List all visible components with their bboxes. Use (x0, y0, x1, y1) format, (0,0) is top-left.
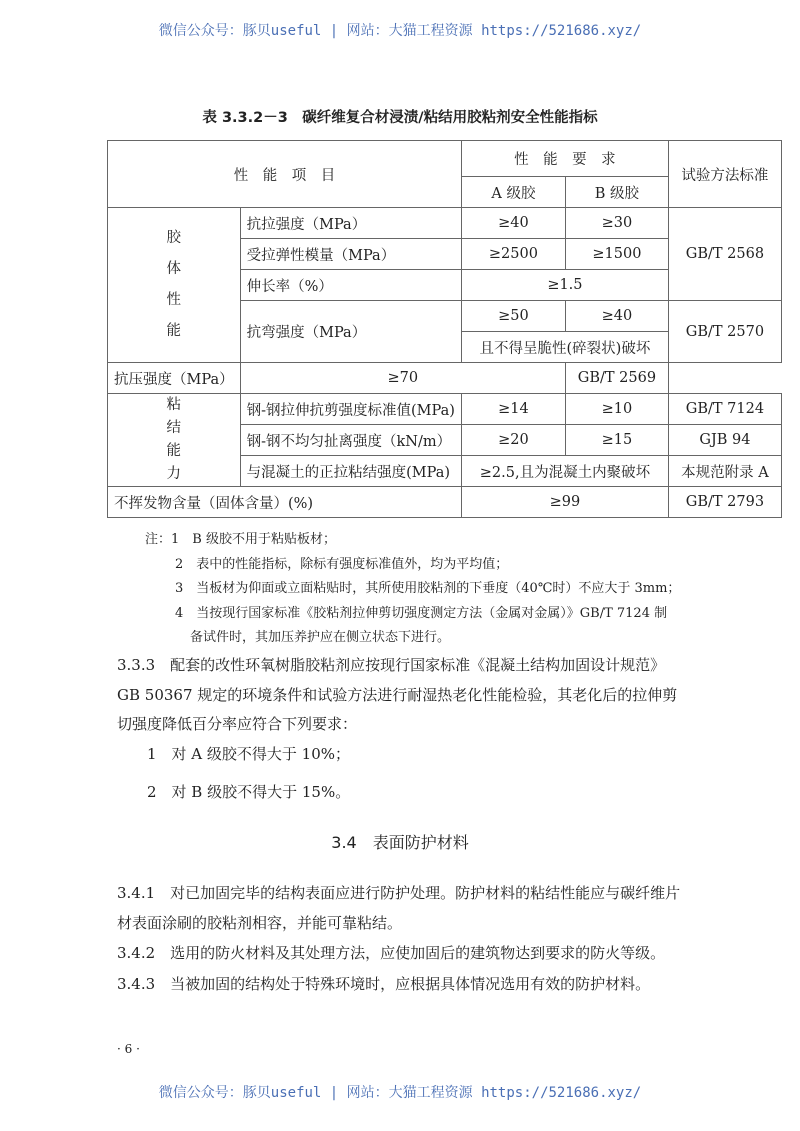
value-b: ≥10 (565, 394, 668, 425)
clause-item: 2 对 B 级胶不得大于 15%。 (147, 783, 351, 801)
table-title: 表 3.3.2－3 碳纤维复合材浸渍/粘结用胶粘剂安全性能指标 (202, 110, 598, 126)
method: 本规范附录 A (668, 456, 781, 487)
value-ab: ≥1.5 (461, 270, 668, 301)
value-ab: 且不得呈脆性(碎裂状)破坏 (461, 332, 668, 363)
item: 钢-钢不均匀扯离强度（kN/m） (240, 425, 461, 456)
method: GB/T 7124 (668, 394, 781, 425)
note: 注：1 B 级胶不用于粘贴板材； (145, 532, 336, 547)
group-bonding: 粘 结 能 力 (108, 394, 241, 487)
item: 与混凝土的正拉粘结强度(MPa) (240, 456, 461, 487)
section-heading: 3.4 表面防护材料 (331, 833, 469, 852)
value-a: ≥20 (461, 425, 565, 456)
item: 钢-钢拉伸抗剪强度标准值(MPa) (240, 394, 461, 425)
page-number: · 6 · (117, 1042, 140, 1056)
header-requirement: 性 能 要 求 (461, 141, 668, 177)
clause-3-4-1: 3.4.1 对已加固完毕的结构表面应进行防护处理。防护材料的粘结性能应与碳纤维片材表面涂刷的胶粘剂相容，并能可靠粘结。 (117, 884, 681, 932)
value-ab: ≥99 (461, 487, 668, 518)
table-notes (145, 528, 680, 651)
item: 伸长率（%） (240, 270, 461, 301)
method: GB/T 2569 (565, 363, 668, 394)
value-a: ≥2500 (461, 239, 565, 270)
clause-item: 1 对 A 级胶不得大于 10%； (147, 745, 351, 763)
value-b: ≥15 (565, 425, 668, 456)
value-b: ≥40 (565, 301, 668, 332)
value-b: ≥30 (565, 208, 668, 239)
header-a: A 级胶 (461, 177, 565, 208)
item: 受拉弹性模量（MPa） (240, 239, 461, 270)
method: GB/T 2568 (668, 208, 781, 301)
header-method: 试验方法标准 (668, 141, 781, 208)
clause-3-4-3: 3.4.3 当被加固的结构处于特殊环境时，应根据具体情况选用有效的防护材料。 (117, 975, 651, 993)
item: 不挥发物含量（固体含量）(%) (108, 487, 462, 518)
clause-3-4-2: 3.4.2 选用的防火材料及其处理方法，应使加固后的建筑物达到要求的防火等级。 (117, 944, 666, 962)
item: 抗压强度（MPa） (108, 363, 241, 394)
value-a: ≥40 (461, 208, 565, 239)
note: 4 当按现行国家标准《胶粘剂拉伸剪切强度测定方法（金属对金属）》GB/T 7124 制 (175, 605, 668, 621)
header-b: B 级胶 (565, 177, 668, 208)
item: 抗弯强度（MPa） (240, 301, 461, 363)
value-b: ≥1500 (565, 239, 668, 270)
method: GB/T 2793 (668, 487, 781, 518)
method: GJB 94 (668, 425, 781, 456)
value-a: ≥14 (461, 394, 565, 425)
clause-3-3-3: 3.3.3 配套的改性环氧树脂胶粘剂应按现行国家标准《混凝土结构加固设计规范》GB 50367 规定的环境条件和试验方法进行耐湿热老化性能检验，其老化后的拉伸剪切强度降低百分率应符合下列要求： (117, 656, 678, 733)
item: 抗拉强度（MPa） (240, 208, 461, 239)
value-a: ≥50 (461, 301, 565, 332)
note: 2 表中的性能指标，除标有强度标准值外，均为平均值； (175, 556, 509, 572)
group-adhesive-body: 胶 体 性 能 (108, 208, 241, 363)
note: 3 当板材为仰面或立面粘贴时，其所使用胶粘剂的下垂度（40℃时）不应大于 3mm； (175, 581, 681, 596)
note: 备试件时，其加压养护应在侧立状态下进行。 (190, 630, 451, 645)
watermark-bottom: 微信公众号：豚贝useful | 网站：大猫工程资源 https://521686.xyz/ (158, 1085, 642, 1101)
performance-table (107, 140, 782, 518)
value-ab: ≥2.5,且为混凝土内聚破坏 (461, 456, 668, 487)
watermark-top: 微信公众号：豚贝useful | 网站：大猫工程资源 https://521686.xyz/ (158, 23, 642, 39)
method: GB/T 2570 (668, 301, 781, 363)
header-item: 性 能 项 目 (108, 141, 462, 208)
value-ab: ≥70 (240, 363, 565, 394)
